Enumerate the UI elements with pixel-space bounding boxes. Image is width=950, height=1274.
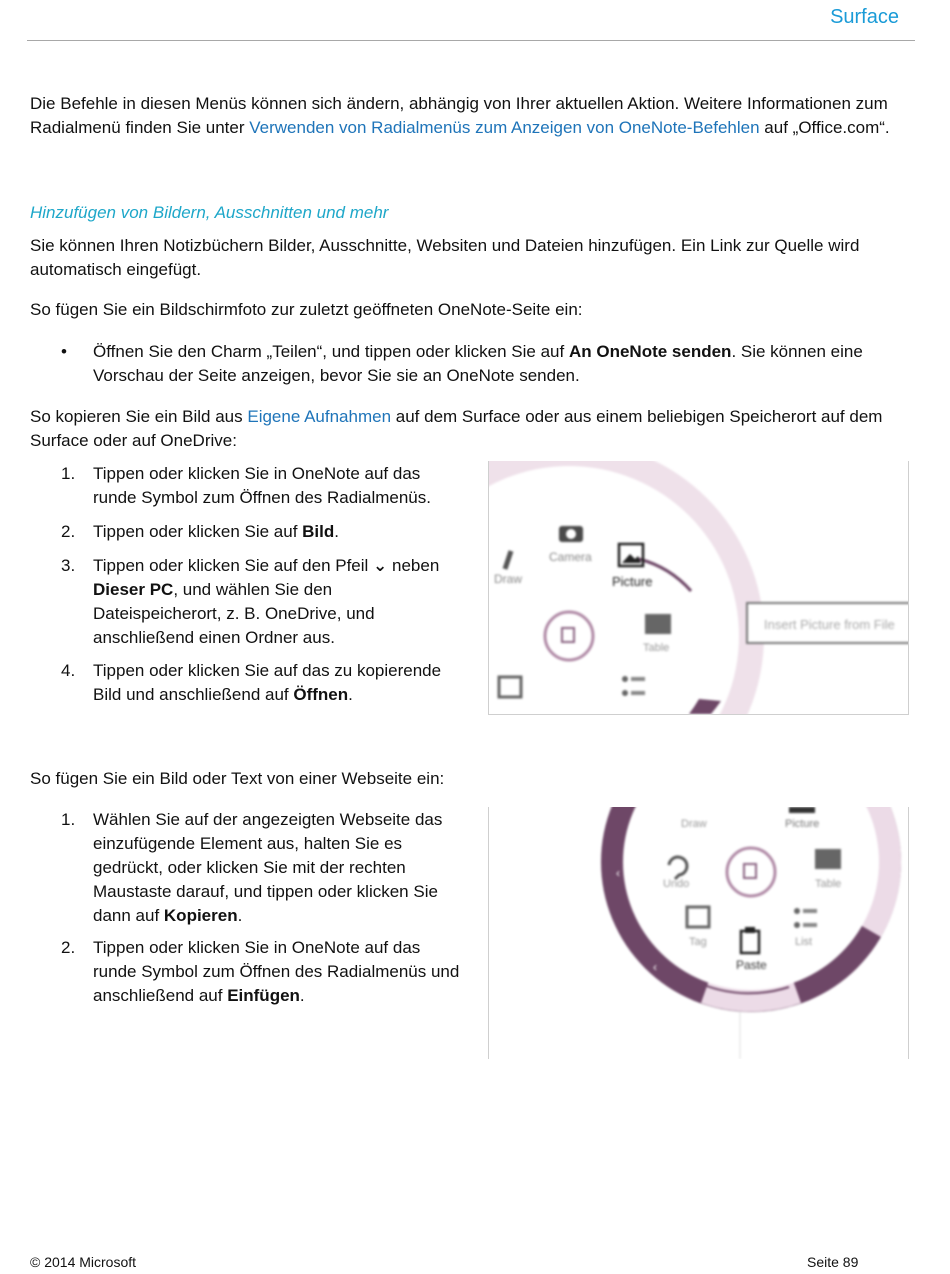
step-text (93, 554, 463, 650)
step-text-before: Wählen Sie auf der angezeigten Webseite das einzufügende Element aus, halten Sie es gedrückt, oder klicken Sie mit der rechten Maustaste darauf, und tippen oder klicken Sie dann auf (93, 810, 443, 925)
figure1-label-picture: Picture (612, 574, 653, 589)
list-icon (622, 676, 628, 682)
step-text-mid: neben (387, 556, 440, 575)
eigene-aufnahmen-link[interactable]: Eigene Aufnahmen (247, 407, 392, 426)
bullet-symbol: • (61, 342, 67, 361)
step-text (93, 659, 463, 707)
step-number: 3. (61, 556, 76, 575)
step-text-before: Tippen oder klicken Sie auf (93, 522, 303, 541)
list-item (61, 808, 461, 928)
figure2-label-undo: Undo (663, 878, 690, 890)
list-icon (794, 908, 800, 914)
step-text-before: Tippen oder klicken Sie auf das zu kopierende Bild und anschließend auf (93, 661, 442, 704)
step-bold: Kopieren (163, 906, 238, 925)
step-text-before: Tippen oder klicken Sie auf den Pfeil (93, 556, 374, 575)
step-text (93, 936, 463, 1008)
table-icon (815, 849, 841, 869)
radial-menu-illustration (489, 461, 908, 714)
figure2-label-list: List (795, 936, 813, 948)
radial-center-button (727, 848, 775, 896)
section-paragraph-4: So fügen Sie ein Bild oder Text von einer Webseite ein: (30, 769, 445, 788)
intro-paragraph (30, 92, 910, 140)
figure1-label-camera: Camera (549, 550, 592, 564)
radial-menu-link[interactable]: Verwenden von Radialmenüs zum Anzeigen von OneNote-Befehlen (249, 118, 760, 137)
step-text (93, 808, 463, 928)
ring-arrow-icon: ‹ (653, 960, 657, 974)
p3-text-before: So kopieren Sie ein Bild aus (30, 407, 248, 426)
step-text-after: . (348, 685, 353, 704)
step-text-after: . (237, 906, 243, 925)
bullet-text-before: Öffnen Sie den Charm „Teilen“, und tippen oder klicken Sie auf (93, 342, 569, 361)
figure2-label-paste: Paste (736, 958, 767, 972)
radial-menu-picture-figure (488, 461, 909, 715)
table-icon (645, 614, 671, 634)
section-paragraph-1: Sie können Ihren Notizbüchern Bilder, Ausschnitte, Websiten und Dateien hinzufügen. Ein Link zur Quelle wird automatisch eingefügt. (30, 236, 860, 279)
intro-text-after: auf „Office.com“. (759, 118, 890, 137)
intro-text: Die Befehle in diesen Menüs können sich ändern, abhängig von Ihrer aktuellen Aktion. Weitere Informationen zum Radialmenü finden Sie unter (30, 94, 888, 137)
step-text: Tippen oder klicken Sie in OneNote auf das runde Symbol zum Öffnen des Radialmenüs. (93, 464, 431, 507)
picture-icon (789, 807, 815, 813)
chevron-down-icon: ⌄ (373, 556, 388, 575)
step-number: 1. (61, 810, 76, 829)
header-brand: Surface (830, 6, 899, 28)
radial-menu-illustration (489, 807, 908, 1059)
section-paragraph-2: So fügen Sie ein Bildschirmfoto zur zuletzt geöffneten OneNote-Seite ein: (30, 300, 583, 319)
section-paragraph-3 (30, 405, 910, 453)
header-divider (27, 40, 915, 41)
bullet-bold: An OneNote senden (568, 342, 732, 361)
figure2-label-picture: Picture (785, 818, 820, 830)
list-item (61, 554, 461, 650)
list-item (61, 462, 461, 510)
step-text (93, 520, 463, 544)
step-number: 2. (61, 522, 76, 541)
list-item (61, 520, 461, 544)
step-bold: Dieser PC (93, 580, 174, 599)
step-number: 4. (61, 661, 76, 680)
figure1-input-text: Insert Picture from File (764, 617, 895, 632)
figure2-label-table: Table (815, 878, 842, 890)
step-bold: Öffnen (293, 685, 349, 704)
radial-center-button (545, 612, 593, 660)
list-item (61, 659, 461, 707)
figure2-label-draw: Draw (681, 818, 707, 830)
figure1-label-table: Table (643, 642, 670, 654)
p3-text-after: auf dem Surface oder aus einem beliebigen Speicherort auf dem Surface oder auf OneDrive: (30, 407, 883, 450)
bullet-text (93, 340, 913, 388)
step-text-after: . (334, 522, 339, 541)
list-item (61, 936, 461, 1008)
radial-menu-paste-figure (488, 807, 909, 1059)
figure2-label-tag: Tag (689, 936, 707, 948)
bullet-text-after: . Sie können eine Vorschau der Seite anzeigen, bevor Sie sie an OneNote senden. (93, 342, 863, 385)
footer-page-number: Seite 89 (807, 1254, 859, 1270)
ring-arrow-icon: ‹ (616, 866, 620, 880)
step-text-before: Tippen oder klicken Sie in OneNote auf das runde Symbol zum Öffnen des Radialmenüs und anschließend auf (93, 938, 460, 1005)
step-text-after: . (299, 986, 305, 1005)
figure1-label-draw: Draw (494, 572, 523, 586)
step-bold: Bild (302, 522, 335, 541)
step-text-after: , und wählen Sie den Dateispeicherort, z. B. OneDrive, und anschließend einen Ordner aus. (93, 580, 375, 647)
footer-copyright: © 2014 Microsoft (30, 1254, 137, 1270)
step-number: 1. (61, 464, 76, 483)
step-number: 2. (61, 938, 76, 957)
section-heading: Hinzufügen von Bildern, Ausschnitten und mehr (30, 203, 389, 222)
step-bold: Einfügen (227, 986, 300, 1005)
